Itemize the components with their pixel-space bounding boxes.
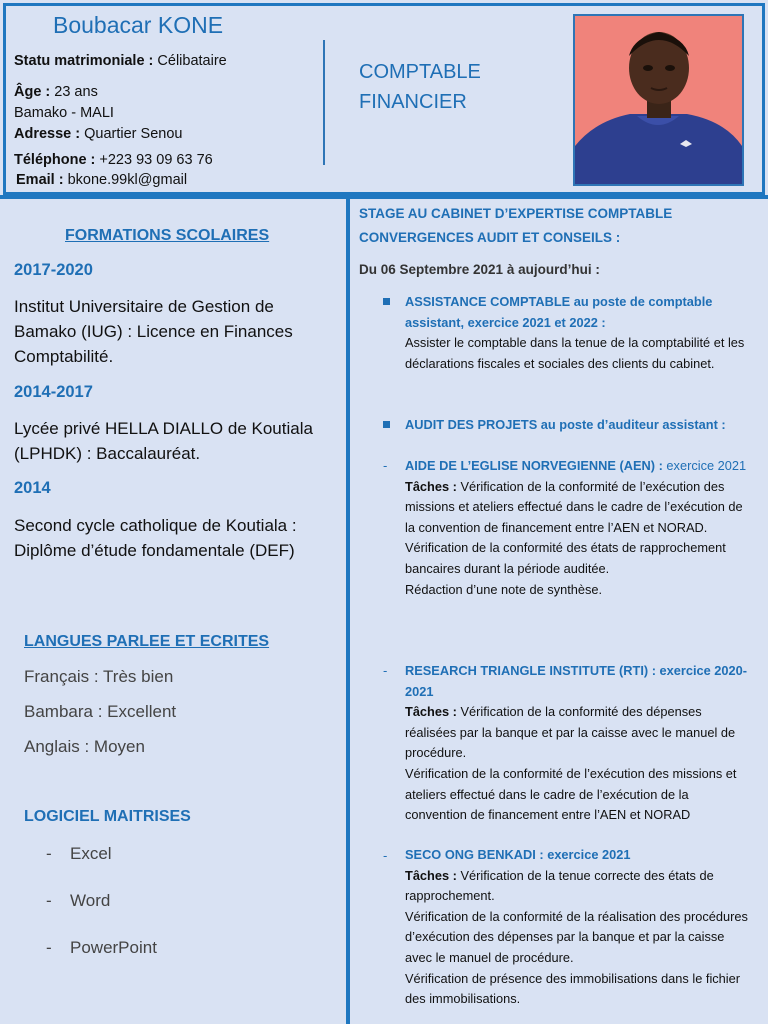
languages-title: LANGUES PARLEE ET ECRITES [24, 633, 270, 650]
education-year: 2014 [14, 479, 51, 497]
education-text: Institut Universitaire de Gestion de Bamako (IUG) : Licence en Finances Comptabilité. [14, 297, 293, 366]
software-item: - PowerPoint [46, 938, 157, 957]
candidate-name: Boubacar KONE [53, 12, 224, 38]
internship-period: Du 06 Septembre 2021 à aujourd’hui : [359, 262, 600, 277]
dash-bullet-icon: - [383, 848, 388, 863]
education-text: Second cycle catholique de Koutiala : Diplôme d’étude fondamentale (DEF) [14, 516, 297, 560]
email: Email : bkone.99kl@gmail [16, 172, 188, 188]
education-text: Lycée privé HELLA DIALLO de Koutiala (LPHDK) : Baccalauréat. [14, 419, 313, 463]
language-item: Bambara : Excellent [24, 702, 177, 721]
education-title: FORMATIONS SCOLAIRES [65, 227, 270, 244]
dash-bullet-icon: - [383, 458, 388, 473]
profile-photo [573, 14, 744, 186]
assistance-block: ASSISTANCE COMPTABLE au poste de comptable assistant, exercice 2021 et 2022 : Assister le comptable dans la tenue de la comptabilité et les déclarations fiscales et sociales des clients du cabinet. [405, 294, 745, 371]
software-item: - Word [46, 891, 111, 910]
project-aen: AIDE DE L’EGLISE NORVEGIENNE (AEN) : exercice 2021 Tâches : Vérification de la conformité de l’exécution des missions et ateliers effectué dans le cadre de l’exécution de la convention de financement entre l’AEN et NORAD. Vérification de la conformité des états de rapprochement bancaires durant la période auditée. Rédaction d’une note de synthèse. [405, 458, 747, 597]
software-title: LOGICIEL MAITRISES [24, 808, 191, 825]
phone: Téléphone : +223 93 09 63 76 [14, 152, 213, 168]
job-title: COMPTABLE FINANCIER [359, 61, 481, 113]
education-year: 2017-2020 [14, 261, 93, 279]
address: Adresse : Quartier Senou [14, 126, 183, 142]
language-item: Français : Très bien [24, 667, 174, 686]
project-seco: SECO ONG BENKADI : exercice 2021 Tâches : Vérification de la tenue correcte des états de rapprochement. Vérification de la conformité de la réalisation des procédures d’exécution des dépenses par la banque et par la caisse avec le manuel de procédure. Vérification de présence des immobilisations dans le fichier des immobilisations. [405, 847, 748, 1007]
square-bullet-icon [383, 421, 390, 428]
header-divider [323, 40, 325, 165]
header-bottom-divider [0, 195, 768, 199]
audit-title: AUDIT DES PROJETS au poste d’auditeur assistant : [405, 417, 726, 432]
square-bullet-icon [383, 298, 390, 305]
city: Bamako - MALI [14, 105, 114, 121]
project-rti: RESEARCH TRIANGLE INSTITUTE (RTI) : exercice 2020-2021 Tâches : Vérification de la conformité des dépenses réalisées par la banque et par la caisse avec le manuel de procédure. Vérification de la conformité de l’exécution des missions et ateliers effectué dans le cadre de l’exécution de la convention de financement entre l’AEN et NORAD [405, 663, 748, 823]
software-item: - Excel [46, 844, 112, 863]
marital-status: Statu matrimoniale : Célibataire [14, 53, 227, 69]
dash-bullet-icon: - [383, 663, 388, 678]
age: Âge : 23 ans [14, 84, 98, 100]
internship-title: STAGE AU CABINET D’EXPERTISE COMPTABLE CONVERGENCES AUDIT ET CONSEILS : [359, 206, 673, 245]
column-divider [346, 199, 350, 1024]
language-item: Anglais : Moyen [24, 737, 145, 756]
education-year: 2014-2017 [14, 383, 93, 401]
